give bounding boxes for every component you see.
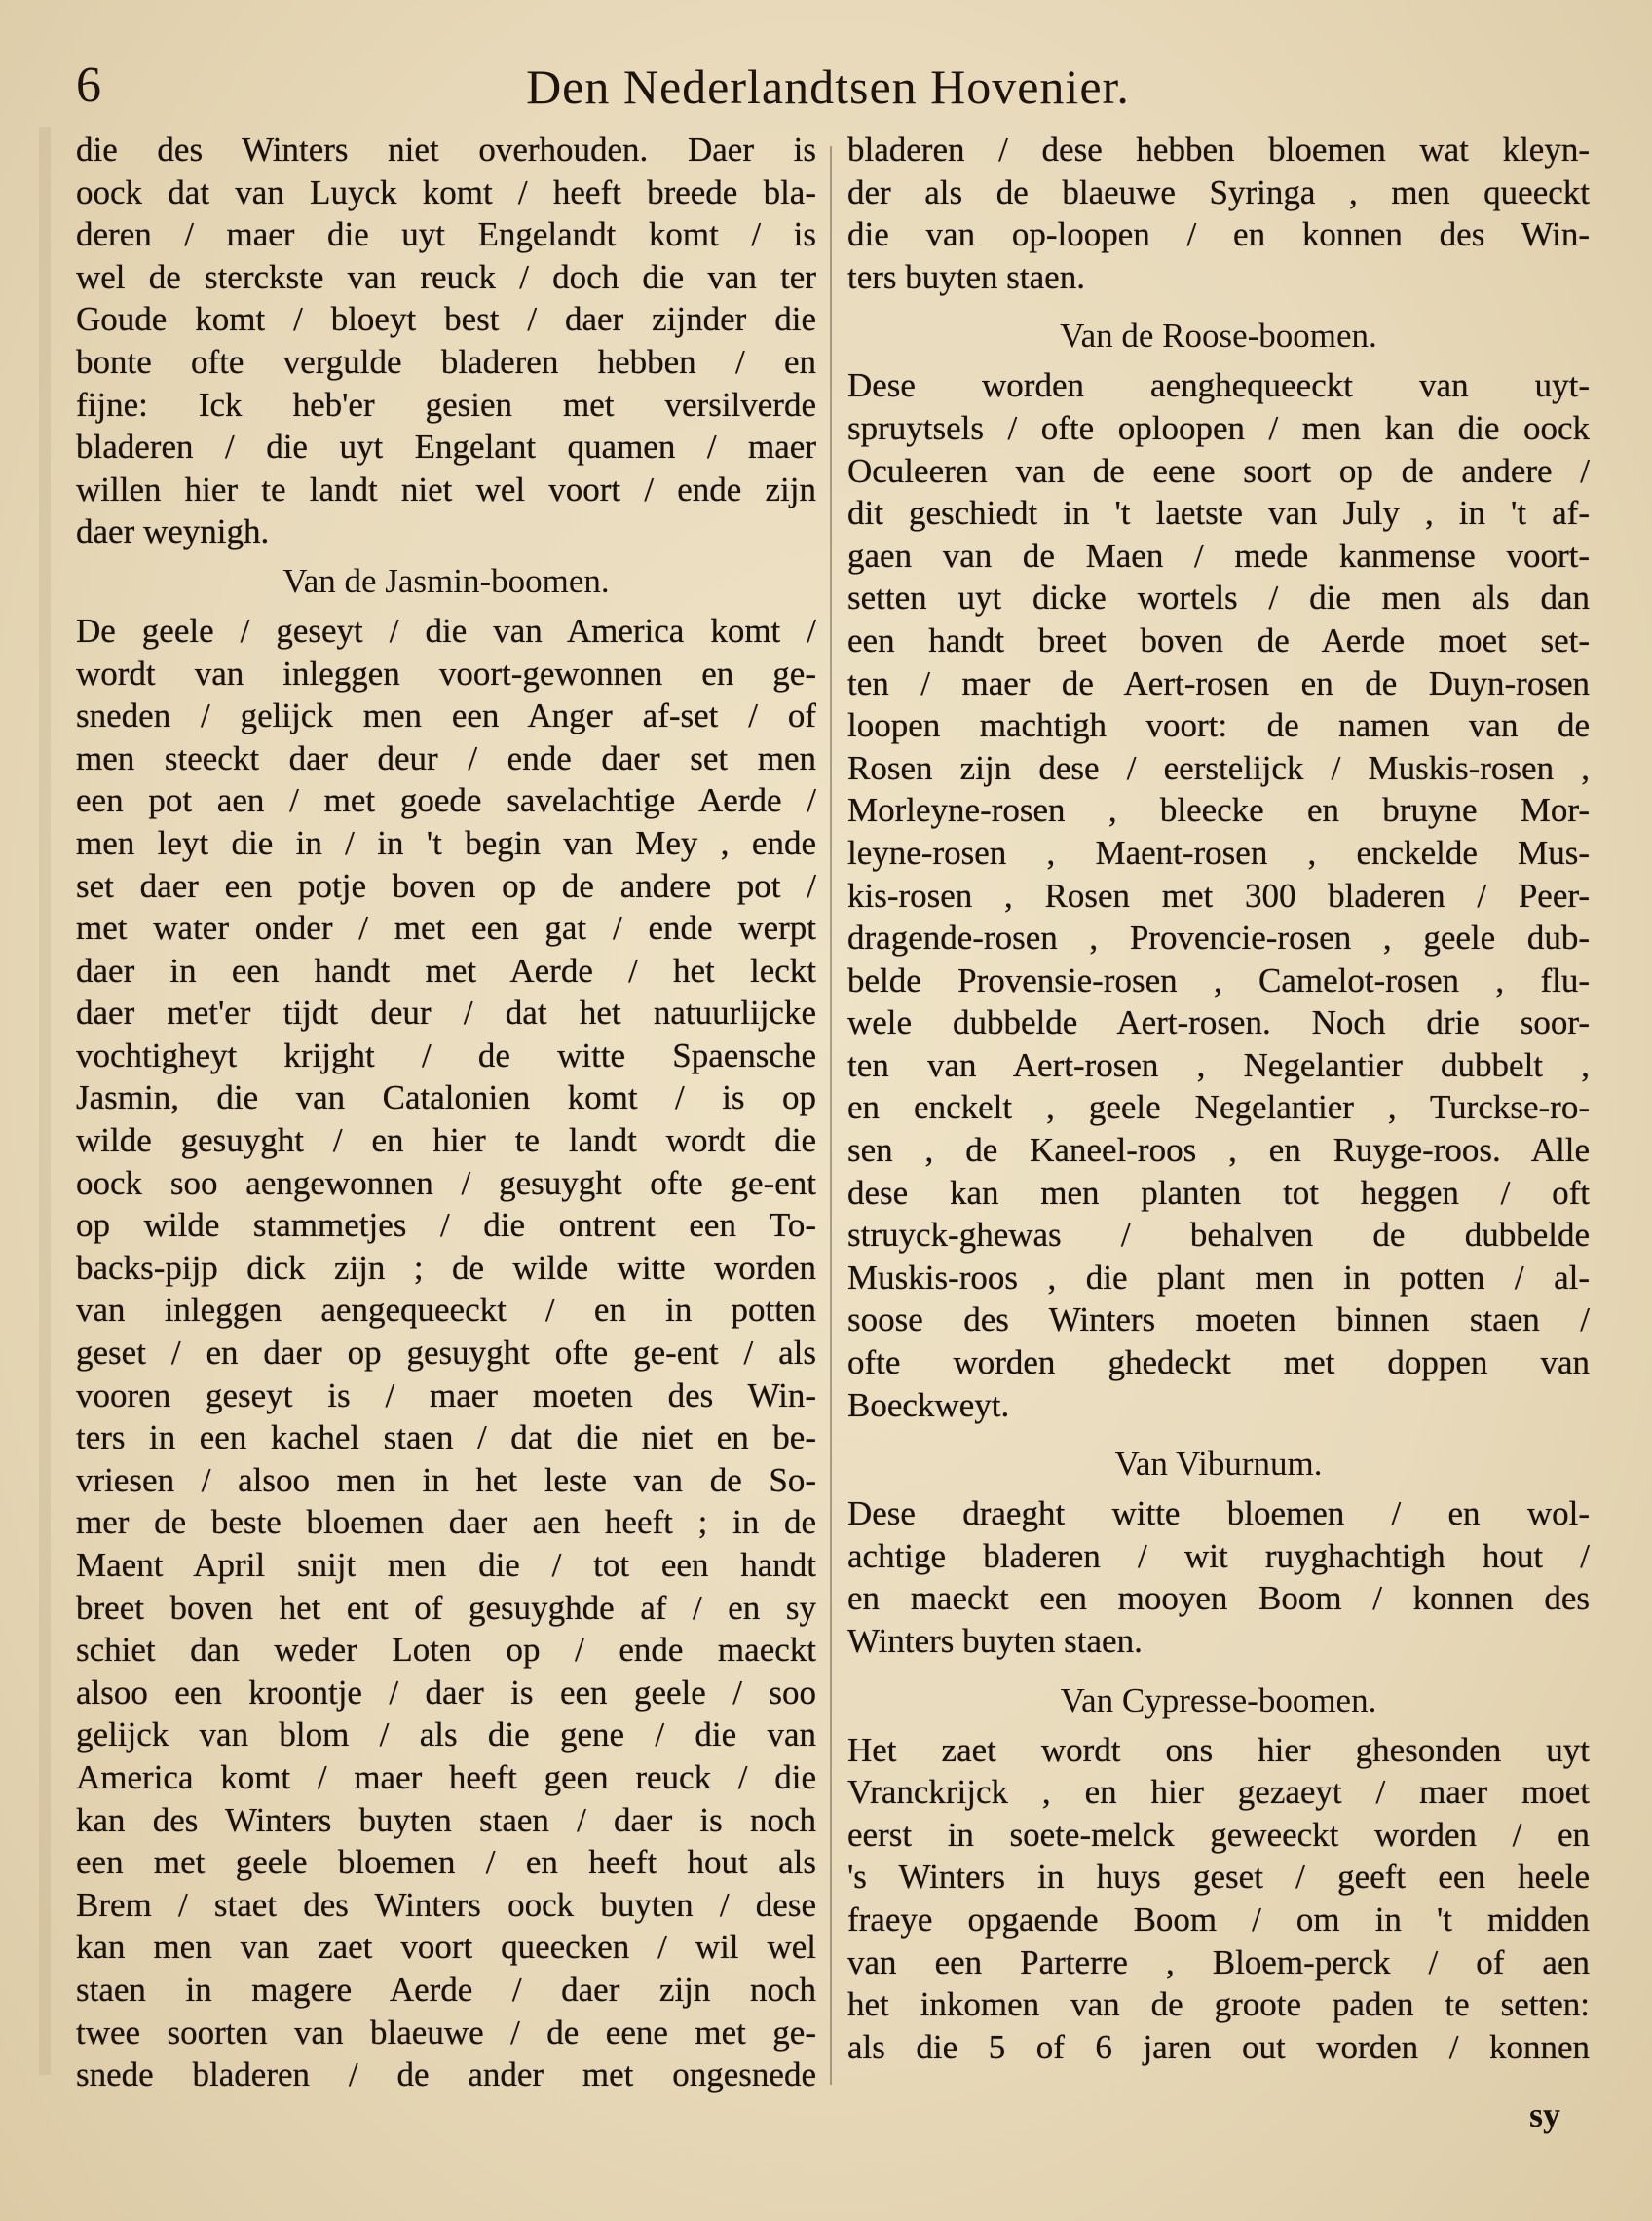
text-line: daer weynigh. xyxy=(76,512,270,551)
text-line: van een Parterre , Bloem-perck / of aen xyxy=(847,1942,1590,1981)
text-line: oock dat van Luyck komt / heeft breede bla- xyxy=(76,172,816,211)
text-line: ten / maer de Aert-rosen en de Duyn-rosen xyxy=(847,663,1590,702)
text-line: staen in magere Aerde / daer zijn noch xyxy=(76,1970,816,2009)
text-line: vochtigheyt krijght / de witte Spaensche xyxy=(76,1035,816,1074)
text-line: Rosen zijn dese / eerstelijck / Muskis-rosen , xyxy=(847,748,1590,787)
text-line: ters in een kachel staen / dat die niet en be- xyxy=(76,1418,816,1457)
page-number: 6 xyxy=(76,57,101,113)
text-line: kan men van zaet voort queecken / wil wel xyxy=(76,1928,816,1967)
text-line: oock soo aengewonnen / gesuyght ofte ge-ent xyxy=(76,1163,816,1202)
text-line: Muskis-roos , die plant men in potten / al- xyxy=(847,1258,1590,1297)
text-line: fijne: Ick heb'er gesien met versilverde xyxy=(76,385,816,424)
text-line: alsoo een kroontje / daer is een geele / soo xyxy=(76,1673,816,1712)
paragraph-gap xyxy=(847,1426,1590,1436)
left-column xyxy=(76,129,816,2096)
text-line: dese kan men planten tot heggen / oft xyxy=(847,1173,1590,1212)
text-line: der als de blaeuwe Syringa , men queeckt xyxy=(847,172,1590,211)
text-line: Het zaet wordt ons hier ghesonden uyt xyxy=(847,1730,1590,1769)
text-line: willen hier te landt niet wel voort / ende zijn xyxy=(76,470,816,508)
text-line: Winters buyten staen. xyxy=(847,1622,1143,1660)
section-heading: Van Cypresse-boomen. xyxy=(1060,1680,1377,1719)
text-line: als die 5 of 6 jaren out worden / konnen xyxy=(847,2027,1590,2066)
text-line: vooren geseyt is / maer moeten des Win- xyxy=(76,1375,816,1414)
text-line: vriesen / alsoo men in het leste van de So- xyxy=(76,1460,816,1499)
text-line: Boeckweyt. xyxy=(847,1385,1010,1424)
text-line: Brem / staet des Winters oock buyten / dese xyxy=(76,1885,816,1924)
text-line: daer in een handt met Aerde / het leckt xyxy=(76,951,816,990)
text-line: struyck-ghewas / behalven de dubbelde xyxy=(847,1216,1590,1255)
text-line: van inleggen aengequeeckt / en in potten xyxy=(76,1291,816,1330)
page-edge-shadow xyxy=(39,127,51,2075)
text-line: Maent April snijt men die / tot een handt xyxy=(76,1546,816,1584)
text-line: Dese worden aenghequeeckt van uyt- xyxy=(847,366,1590,405)
text-line: soose des Winters moeten binnen staen / xyxy=(847,1300,1590,1339)
text-line: leyne-rosen , Maent-rosen , enckelde Mus- xyxy=(847,833,1590,872)
text-line: wel de sterckste van reuck / doch die van ter xyxy=(76,257,816,296)
text-line: loopen machtigh voort: de namen van de xyxy=(847,706,1590,745)
text-line: mer de beste bloemen daer aen heeft ; in de xyxy=(76,1503,816,1542)
text-line: een met geele bloemen / en heeft hout als xyxy=(76,1843,816,1882)
text-line: bladeren / die uyt Engelant quamen / maer xyxy=(76,428,816,467)
text-line: sen , de Kaneel-roos , en Ruyge-roos. Alle xyxy=(847,1131,1590,1170)
text-line: De geele / geseyt / die van America komt / xyxy=(76,611,816,650)
text-line: Dese draeght witte bloemen / en wol- xyxy=(847,1494,1590,1533)
text-line: ten van Aert-rosen , Negelantier dubbelt , xyxy=(847,1045,1590,1084)
section-heading: Van Viburnum. xyxy=(1114,1445,1323,1484)
right-column xyxy=(847,129,1590,2068)
text-line: een pot aen / met goede savelachtige Aerde / xyxy=(76,781,816,820)
page-header xyxy=(58,51,1597,119)
text-line: en maeckt een mooyen Boom / konnen des xyxy=(847,1579,1590,1618)
paragraph-gap xyxy=(847,298,1590,308)
text-line: 's Winters in huys geset / geeft een heele xyxy=(847,1858,1590,1897)
text-line: een handt breet boven de Aerde moet set- xyxy=(847,621,1590,659)
text-line: wordt van inleggen voort-gewonnen en ge- xyxy=(76,654,816,693)
text-line: bonte ofte vergulde bladeren hebben / en xyxy=(76,342,816,381)
text-line: Goude komt / bloeyt best / daer zijnder die xyxy=(76,300,816,339)
text-line: en enckelt , geele Negelantier , Turckse-ro- xyxy=(847,1088,1590,1127)
text-line: breet boven het ent of gesuyghde af / en sy xyxy=(76,1588,816,1627)
running-title: Den Nederlandtsen Hovenier. xyxy=(526,59,1130,114)
text-line: setten uyt dicke wortels / die men als dan xyxy=(847,579,1590,618)
text-line: achtige bladeren / wit ruyghachtigh hout / xyxy=(847,1536,1590,1575)
text-line: America komt / maer heeft geen reuck / die xyxy=(76,1757,816,1796)
text-line: ofte worden ghedeckt met doppen van xyxy=(847,1343,1590,1382)
text-line: Jasmin, die van Catalonien komt / is op xyxy=(76,1078,816,1117)
text-line: wele dubbelde Aert-rosen. Noch drie soor- xyxy=(847,1003,1590,1042)
catchword: sy xyxy=(1529,2095,1561,2134)
text-line: kan des Winters buyten staen / daer is noch xyxy=(76,1800,816,1839)
text-line: belde Provensie-rosen , Camelot-rosen , flu- xyxy=(847,960,1590,999)
text-line: gaen van de Maen / mede kanmense voort- xyxy=(847,536,1590,575)
text-line: daer met'er tijdt deur / dat het natuurlijcke xyxy=(76,994,816,1033)
text-line: ters buyten staen. xyxy=(847,257,1085,296)
text-line: die van op-loopen / en konnen des Win- xyxy=(847,215,1590,254)
text-line: kis-rosen , Rosen met 300 bladeren / Peer- xyxy=(847,876,1590,915)
text-line: men leyt die in / in 't begin van Mey , ende xyxy=(76,823,816,862)
text-line: men steeckt daer deur / ende daer set men xyxy=(76,738,816,777)
text-line: deren / maer die uyt Engelandt komt / is xyxy=(76,215,816,254)
text-line: dragende-rosen , Provencie-rosen , geele dub- xyxy=(847,919,1590,958)
text-line: gelijck van blom / als die gene / die van xyxy=(76,1715,816,1754)
text-line: wilde gesuyght / en hier te landt wordt die xyxy=(76,1121,816,1160)
text-line: backs-pijp dick zijn ; de wilde witte worden xyxy=(76,1248,816,1287)
text-line: op wilde stammetjes / die ontrent een To- xyxy=(76,1206,816,1245)
text-line: twee soorten van blaeuwe / de eene met ge- xyxy=(76,2013,816,2052)
text-line: geset / en daer op gesuyght ofte ge-ent / als xyxy=(76,1334,816,1373)
section-heading: Van de Roose-boomen. xyxy=(1060,317,1377,356)
section-heading: Van de Jasmin-boomen. xyxy=(282,561,610,600)
text-line: dit geschiedt in 't laetste van July , in 't af- xyxy=(847,494,1590,533)
text-line: snede bladeren / de ander met ongesnede xyxy=(76,2055,816,2094)
text-line: set daer een potje boven op de andere pot / xyxy=(76,866,816,905)
text-line: Oculeeren van de eene soort op de andere / xyxy=(847,451,1590,490)
text-line: bladeren / dese hebben bloemen wat kleyn- xyxy=(847,131,1590,169)
paragraph-gap xyxy=(847,1663,1590,1673)
text-line: Morleyne-rosen , bleecke en bruyne Mor- xyxy=(847,791,1590,830)
text-line: fraeye opgaende Boom / om in 't midden xyxy=(847,1900,1590,1939)
text-line: met water onder / met een gat / ende werpt xyxy=(76,909,816,948)
text-line: Vranckrijck , en hier gezaeyt / maer moet xyxy=(847,1773,1590,1812)
text-line: het inkomen van de groote paden te setten: xyxy=(847,1985,1590,2024)
text-line: schiet dan weder Loten op / ende maeckt xyxy=(76,1631,816,1670)
column-divider xyxy=(830,146,832,2085)
text-line: spruytsels / ofte oploopen / men kan die oock xyxy=(847,408,1590,447)
text-line: sneden / gelijck men een Anger af-set / of xyxy=(76,696,816,735)
text-line: die des Winters niet overhouden. Daer is xyxy=(76,131,816,169)
text-line: eerst in soete-melck geweeckt worden / en xyxy=(847,1815,1590,1854)
